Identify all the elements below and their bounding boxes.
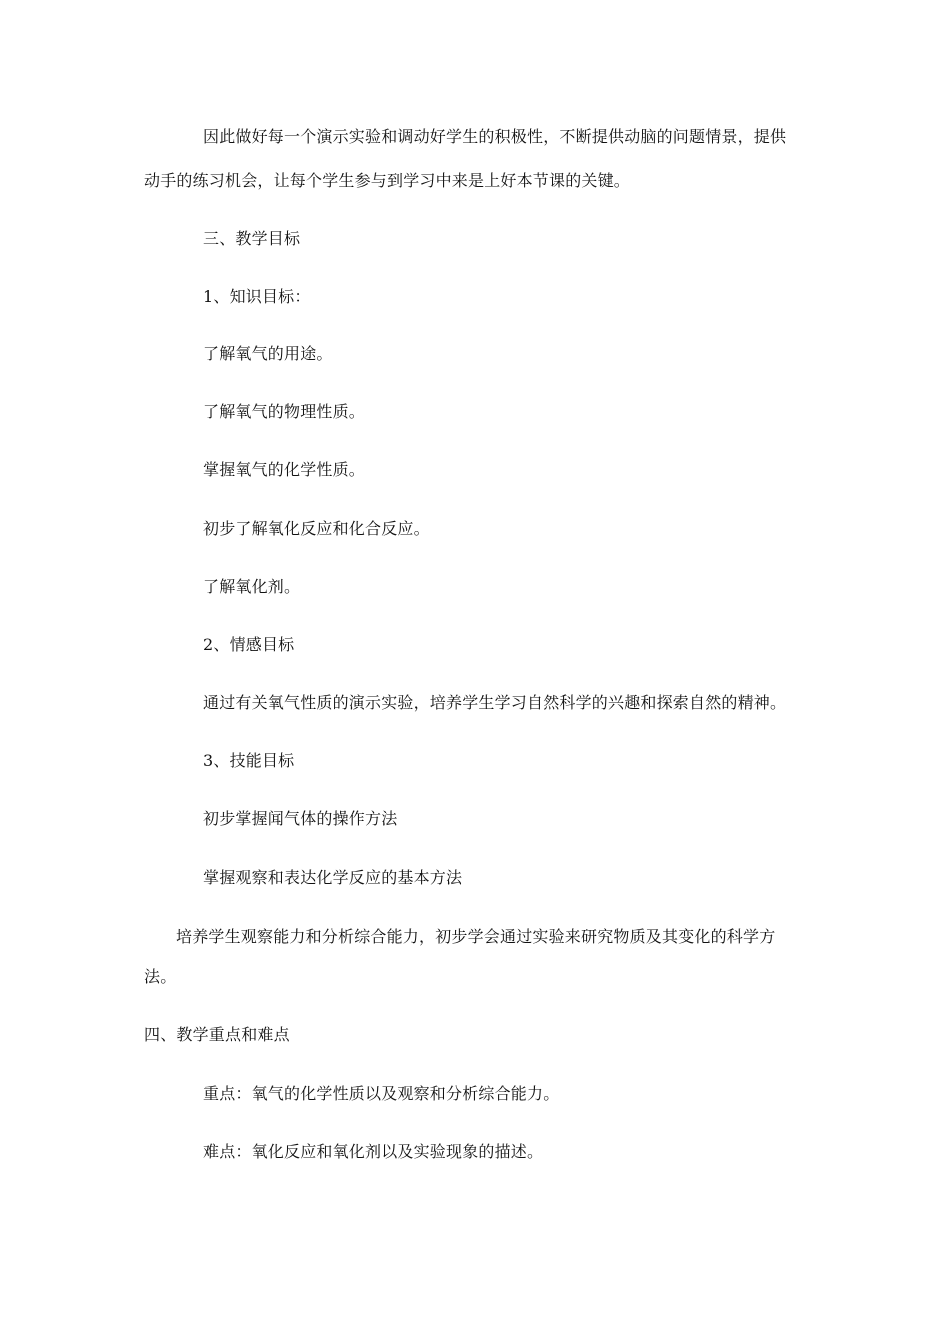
intro-paragraph-line-1: 因此做好每一个演示实验和调动好学生的积极性，不断提供动脑的问题情景，提供	[203, 127, 787, 146]
skill-item: 掌握观察和表达化学反应的基本方法	[203, 868, 463, 887]
skill-item: 初步掌握闻气体的操作方法	[203, 809, 398, 828]
knowledge-item: 掌握氧气的化学性质。	[203, 460, 366, 479]
knowledge-item: 了解氧气的用途。	[203, 344, 333, 363]
ability-paragraph-line-2: 法。	[144, 967, 177, 986]
knowledge-item: 了解氧化剂。	[203, 577, 301, 596]
key-point-text: 重点：氧气的化学性质以及观察和分析综合能力。	[203, 1084, 560, 1103]
emotion-goals-heading: 2、情感目标	[203, 635, 295, 654]
knowledge-item: 初步了解氧化反应和化合反应。	[203, 519, 430, 538]
difficult-point-text: 难点：氧化反应和氧化剂以及实验现象的描述。	[203, 1142, 544, 1161]
intro-paragraph-line-2: 动手的练习机会，让每个学生参与到学习中来是上好本节课的关键。	[144, 171, 631, 190]
section-heading-key-points: 四、教学重点和难点	[144, 1025, 290, 1044]
skill-goals-heading: 3、技能目标	[203, 751, 295, 770]
ability-paragraph-line-1: 培养学生观察能力和分析综合能力，初步学会通过实验来研究物质及其变化的科学方	[176, 927, 776, 946]
knowledge-item: 了解氧气的物理性质。	[203, 402, 366, 421]
section-heading-teaching-goals: 三、教学目标	[203, 229, 301, 248]
emotion-goals-text: 通过有关氧气性质的演示实验，培养学生学习自然科学的兴趣和探索自然的精神。	[203, 693, 787, 712]
knowledge-goals-heading: 1、知识目标：	[203, 287, 311, 306]
